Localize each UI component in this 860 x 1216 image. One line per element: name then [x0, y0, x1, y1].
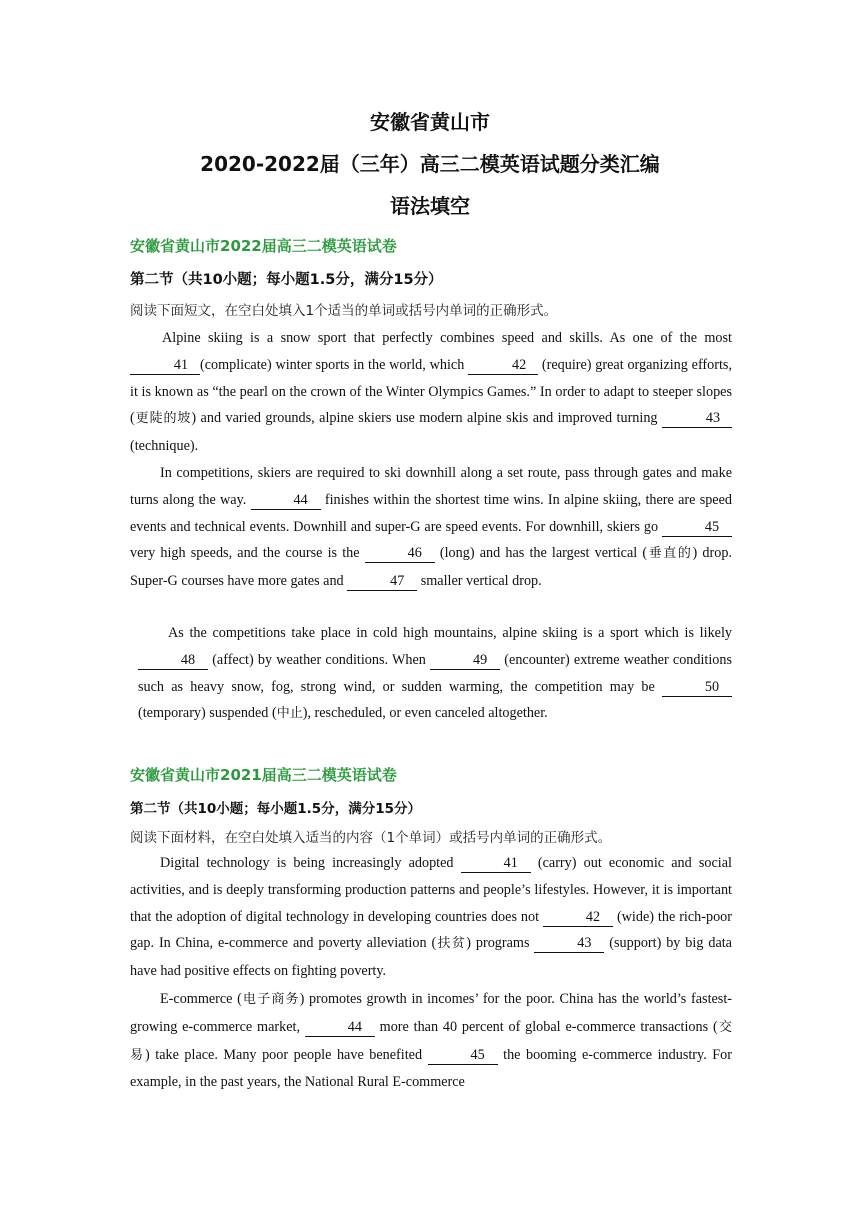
text: As the competitions take place in cold high mountains, alpine skiing is a sport which is likely — [168, 625, 732, 641]
section-2021-heading: 安徽省黄山市2021届高三二模英语试卷 — [130, 766, 397, 784]
text: smaller vertical drop. — [417, 573, 542, 590]
text: ) drop. Super-G courses have more gates and — [130, 545, 732, 590]
blank-2021-44[interactable]: 44 — [305, 1019, 375, 1037]
section-2022-subhead: 第二节（共10小题；每小题1.5分，满分15分） — [130, 272, 443, 288]
text: (carry) out economic and social activities, and is deeply transforming production patterns and people’s lifestyles. However, it is important that the adoption of digital technology in developing countries does not — [130, 855, 732, 925]
doc-title-region: 安徽省黄山市 — [370, 110, 490, 134]
text: ) take place. Many poor people have benefited — [145, 1046, 428, 1063]
text: Digital technology is being increasingly adopted — [160, 855, 461, 871]
passage-2022-paragraph-2 — [130, 460, 732, 595]
text: In competitions, skiers are required to ski downhill along a set route, pass through gates and make turns along the way. — [130, 465, 732, 508]
text: very high speeds, and the course is the — [130, 545, 365, 562]
gloss: 更陡的坡 — [134, 411, 192, 427]
text: (wide) the rich-poor gap. In China, e-commerce and poverty alleviation ( — [130, 908, 732, 952]
passage-2022-paragraph-1 — [130, 325, 732, 460]
text: (affect) by weather conditions. When — [208, 651, 431, 668]
text: ) and varied grounds, alpine skiers use modern alpine skis and improved turning — [191, 410, 662, 427]
blank-43[interactable]: 43 — [662, 410, 732, 428]
text: Alpine skiing is a snow sport that perfectly combines speed and skills. As one of the most — [162, 330, 732, 346]
text: E-commerce ( — [160, 991, 242, 1007]
text: (long) and has the largest vertical ( — [434, 545, 648, 562]
text: the booming e-commerce industry. For example, in the past years, the National Rural E-commerce — [130, 1046, 732, 1091]
blank-45[interactable]: 45 — [662, 519, 732, 537]
text: ) programs — [466, 935, 535, 952]
blank-2021-41[interactable]: 41 — [461, 855, 531, 873]
blank-48[interactable]: 48 — [138, 652, 208, 670]
text: (technique). — [130, 438, 199, 455]
section-2021-subhead: 第二节（共10小题；每小题1.5分，满分15分） — [130, 801, 421, 817]
doc-title-topic: 语法填空 — [390, 194, 470, 218]
section-2022-heading: 安徽省黄山市2022届高三二模英语试卷 — [130, 237, 397, 255]
text: (encounter) extreme weather conditions such as heavy snow, fog, strong wind, or sudden warming, the competition may be — [138, 651, 733, 695]
blank-47[interactable]: 47 — [347, 573, 417, 591]
passage-2022-paragraph-3 — [138, 620, 732, 728]
text: more than 40 percent of global e-commerce transactions ( — [374, 1018, 718, 1035]
gloss: 扶贫 — [436, 936, 467, 952]
text: ) promotes growth in incomes’ for the poor. China has the world’s fastest-growing e-commerce market, — [130, 991, 732, 1035]
text: (require) great organizing efforts, it is known as “the pearl on the crown of the Winter Olympics Games.” In order to adapt to steeper slopes ( — [130, 356, 732, 427]
blank-2021-45[interactable]: 45 — [428, 1047, 498, 1065]
gloss: 中止 — [276, 706, 303, 722]
text: (temporary) suspended ( — [138, 705, 277, 722]
blank-44[interactable]: 44 — [251, 492, 321, 510]
blank-42[interactable]: 42 — [468, 357, 538, 375]
blank-41[interactable]: 41 — [130, 357, 200, 375]
gloss: 交易 — [130, 1019, 732, 1063]
blank-49[interactable]: 49 — [430, 652, 500, 670]
blank-2021-42[interactable]: 42 — [543, 909, 613, 927]
section-2022-instruction: 阅读下面短文，在空白处填入1个适当的单词或括号内单词的正确形式。 — [130, 303, 558, 319]
gloss: 垂直的 — [647, 546, 693, 562]
blank-46[interactable]: 46 — [365, 545, 435, 563]
section-2021-instruction: 阅读下面材料，在空白处填入适当的内容（1个单词）或括号内单词的正确形式。 — [130, 830, 612, 846]
text: ), rescheduled, or even canceled altogether. — [302, 705, 548, 722]
text: (support) by big data have had positive effects on fighting poverty. — [130, 935, 732, 980]
passage-2021-paragraph-1 — [130, 850, 732, 985]
blank-2021-43[interactable]: 43 — [534, 935, 604, 953]
text: (complicate) winter sports in the world, which — [200, 356, 469, 373]
blank-50[interactable]: 50 — [662, 679, 732, 697]
passage-2021-paragraph-2 — [130, 986, 732, 1096]
doc-title-series: 2020-2022届（三年）高三二模英语试题分类汇编 — [200, 152, 660, 176]
gloss: 电子商务 — [241, 992, 300, 1007]
text: finishes within the shortest time wins. In alpine skiing, there are speed events and technical events. Downhill and super-G are speed events. For downhill, skiers go — [130, 491, 732, 535]
